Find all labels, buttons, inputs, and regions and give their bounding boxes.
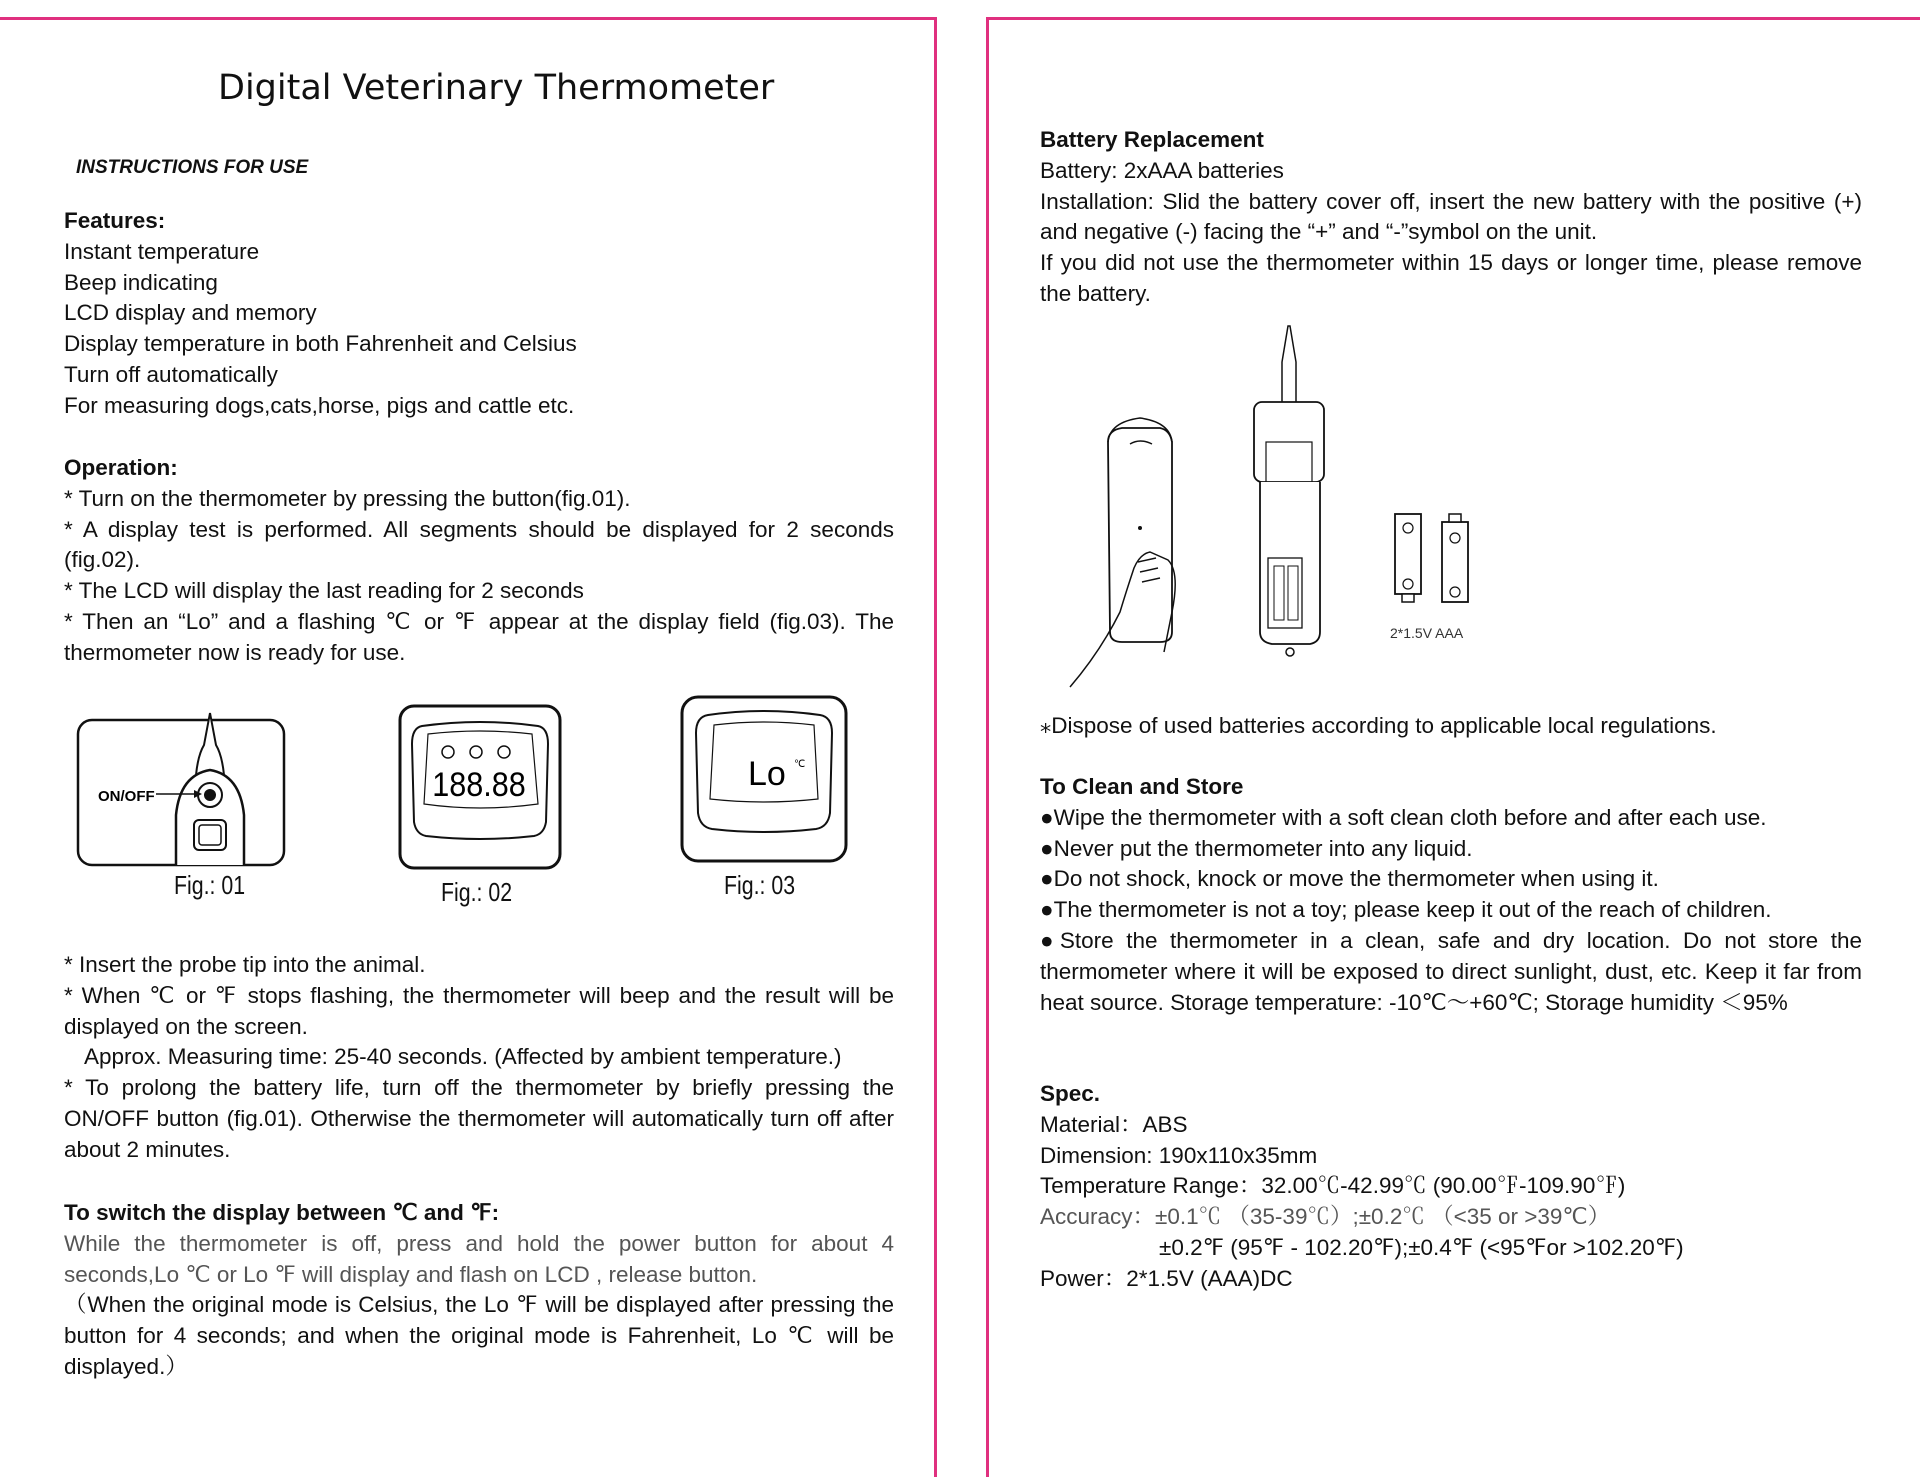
measure-time: Approx. Measuring time: 25-40 seconds. (Affected by ambient temperature.)	[84, 1044, 842, 1070]
clean-item: ●Do not shock, knock or move the thermometer when using it.	[1040, 866, 1659, 892]
features-section	[64, 206, 894, 422]
fig2-label: Fig.: 02	[441, 877, 513, 907]
switch-instruction: While the thermometer is off, press and hold the power button for about 4 seconds,Lo ℃ or Lo ℉ will display and flash on LCD , release button.	[64, 1230, 894, 1287]
clean-item: ●Never put the thermometer into any liquid.	[1040, 835, 1473, 861]
spec-heading: Spec.	[1040, 1081, 1101, 1106]
fig1-label: Fig.: 01	[174, 870, 246, 900]
feature-item: Turn off automatically	[64, 361, 278, 387]
battery-replacement-illustration	[1060, 322, 1500, 694]
fig2-display-digits: 188.88	[432, 765, 526, 804]
clean-store-section	[1040, 772, 1862, 1018]
feature-item: Display temperature in both Fahrenheit and Celsius	[64, 331, 577, 357]
operation-step: * The LCD will display the last reading for 2 seconds	[64, 578, 584, 604]
operation-step: * A display test is performed. All segments should be displayed for 2 seconds (fig.02).	[64, 516, 894, 573]
switch-heading: To switch the display between ℃ and ℉:	[64, 1200, 500, 1225]
battery-section	[1040, 125, 1862, 310]
measure-step: * Insert the probe tip into the animal.	[64, 952, 426, 977]
switch-note: （When the original mode is Celsius, the Lo ℉ will be displayed after pressing the button for 4 seconds; and when the original mode is Fahrenheit, Lo ℃ will be displayed.）	[64, 1292, 894, 1379]
feature-item: For measuring dogs,cats,horse, pigs and cattle etc.	[64, 392, 575, 418]
spec-material: Material：ABS	[1040, 1111, 1188, 1137]
clean-item: ●The thermometer is not a toy; please keep it out of the reach of children.	[1040, 897, 1772, 923]
operation-section	[64, 453, 894, 669]
switch-unit-section	[64, 1198, 894, 1383]
fig1-onoff-label: ON/OFF	[98, 788, 155, 805]
spec-power: Power：2*1.5V (AAA)DC	[1040, 1265, 1293, 1291]
figure-03-ready-display	[680, 695, 850, 863]
clean-heading: To Clean and Store	[1040, 774, 1244, 799]
features-heading: Features:	[64, 208, 166, 233]
clean-item: ●Wipe the thermometer with a soft clean cloth before and after each use.	[1040, 804, 1767, 830]
fig3-display-unit: ℃	[794, 759, 806, 770]
battery-heading: Battery Replacement	[1040, 127, 1264, 152]
spec-accuracy-celsius: Accuracy：±0.1℃ （35-39℃）;±0.2℃ （<35 or >39℃）	[1040, 1204, 1611, 1230]
feature-item: Instant temperature	[64, 238, 260, 264]
fig3-display-lo: Lo	[748, 755, 786, 793]
measurement-section	[64, 950, 894, 1166]
operation-heading: Operation:	[64, 455, 178, 480]
clean-item: ●Store the thermometer in a clean, safe and dry location. Do not store the thermometer where it will be exposed to direct sunlight, dust, etc. Keep it far from heat source. Storage temperature: -10℃～+60℃; Storage humidity ＜95%	[1040, 927, 1862, 1015]
battery-installation: Installation: Slid the battery cover off, insert the new battery with the positive (+) and negative (-) facing the “+” and “-”symbol on the unit.	[1040, 188, 1862, 245]
instructions-subtitle: INSTRUCTIONS FOR USE	[76, 157, 309, 178]
disposal-note: ⁎Dispose of used batteries according to applicable local regulations.	[1040, 713, 1717, 738]
spec-temperature-range: Temperature Range：32.00℃-42.99℃ (90.00℉-109.90℉)	[1040, 1173, 1626, 1199]
measure-step: * When ℃ or ℉ stops flashing, the thermometer will beep and the result will be displayed on the screen.	[64, 982, 894, 1039]
operation-step: * Then an “Lo” and a flashing ℃ or ℉ appear at the display field (fig.03). The thermometer now is ready for use.	[64, 608, 894, 665]
battery-removal-note: If you did not use the thermometer within 15 days or longer time, please remove the battery.	[1040, 250, 1862, 306]
spec-section	[1040, 1079, 1862, 1295]
fig3-label: Fig.: 03	[724, 870, 796, 900]
operation-step: * Turn on the thermometer by pressing the button(fig.01).	[64, 485, 631, 511]
spec-dimension: Dimension: 190x110x35mm	[1040, 1142, 1318, 1168]
measure-step: * To prolong the battery life, turn off the thermometer by briefly pressing the ON/OFF button (fig.01). Otherwise the thermometer will automatically turn off after about 2 minutes.	[64, 1075, 894, 1162]
feature-item: Beep indicating	[64, 269, 218, 295]
feature-item: LCD display and memory	[64, 300, 317, 326]
figure-02-display-test	[398, 704, 562, 870]
document-title: Digital Veterinary Thermometer	[218, 68, 775, 108]
battery-type: Battery: 2xAAA batteries	[1040, 157, 1284, 183]
battery-caption: 2*1.5V AAA	[1390, 625, 1464, 641]
spec-accuracy-fahrenheit: ±0.2℉ (95℉ - 102.20℉);±0.4℉ (<95℉or >102.20℉)	[1159, 1234, 1684, 1260]
figure-01-on-off-button	[76, 705, 286, 867]
